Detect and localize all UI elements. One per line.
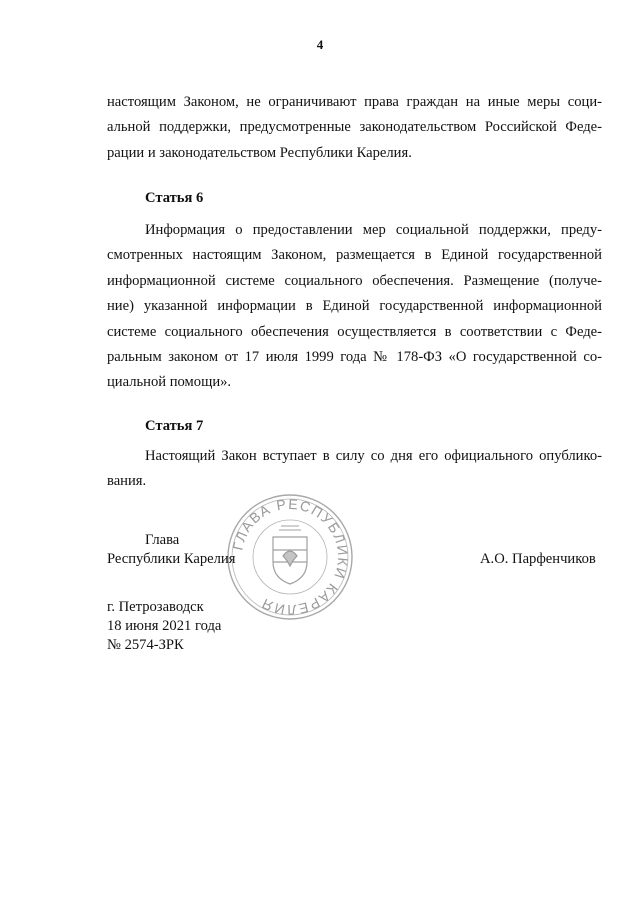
signatory-name: А.О. Парфенчиков xyxy=(480,551,596,567)
text-line: смотренных настоящим Законом, размещается в Единой государственной xyxy=(107,247,602,264)
article-7-paragraph xyxy=(107,444,602,495)
text-line: Информация о предоставлении мер социальной поддержки, преду- xyxy=(145,222,602,238)
coat-of-arms-icon xyxy=(273,526,307,584)
text-line: системе социального обеспечения осуществляется в соответствии с Феде- xyxy=(107,323,602,340)
signature-title-line1: Глава xyxy=(145,532,180,548)
article-6-heading: Статья 6 xyxy=(145,190,204,206)
text-line: вания. xyxy=(107,473,147,490)
text-line: ние) указанной информации в Единой государственной информационной xyxy=(107,298,602,315)
text-line: информационной системе социального обеспечения. Размещение (получе- xyxy=(107,272,602,289)
text-line: циальной помощи». xyxy=(107,374,232,391)
text-line: настоящим Законом, не ограничивают права граждан на иные меры соци- xyxy=(107,94,602,110)
seal-text: ГЛАВА РЕСПУБЛИКИ КАРЕЛИЯ xyxy=(229,495,352,619)
article-6-paragraph xyxy=(107,218,602,396)
page-number: 4 xyxy=(316,37,324,52)
continuation-paragraph xyxy=(107,90,602,166)
article-7-heading: Статья 7 xyxy=(145,418,204,434)
signature-title-line2: Республики Карелия xyxy=(107,551,236,567)
footer-city: г. Петрозаводск xyxy=(107,599,204,615)
text-line: альной поддержки, предусмотренные законодательством Российской Феде- xyxy=(107,119,602,136)
text-line: Настоящий Закон вступает в силу со дня его официального опублико- xyxy=(145,448,602,464)
footer-date: 18 июня 2021 года xyxy=(107,618,222,634)
footer-law-number: № 2574-ЗРК xyxy=(107,637,184,653)
text-line: ральным законом от 17 июля 1999 года № 178-ФЗ «О государственной со- xyxy=(107,349,602,366)
text-line: рации и законодательством Республики Карелия. xyxy=(107,144,412,161)
seal-stamp xyxy=(225,492,355,622)
